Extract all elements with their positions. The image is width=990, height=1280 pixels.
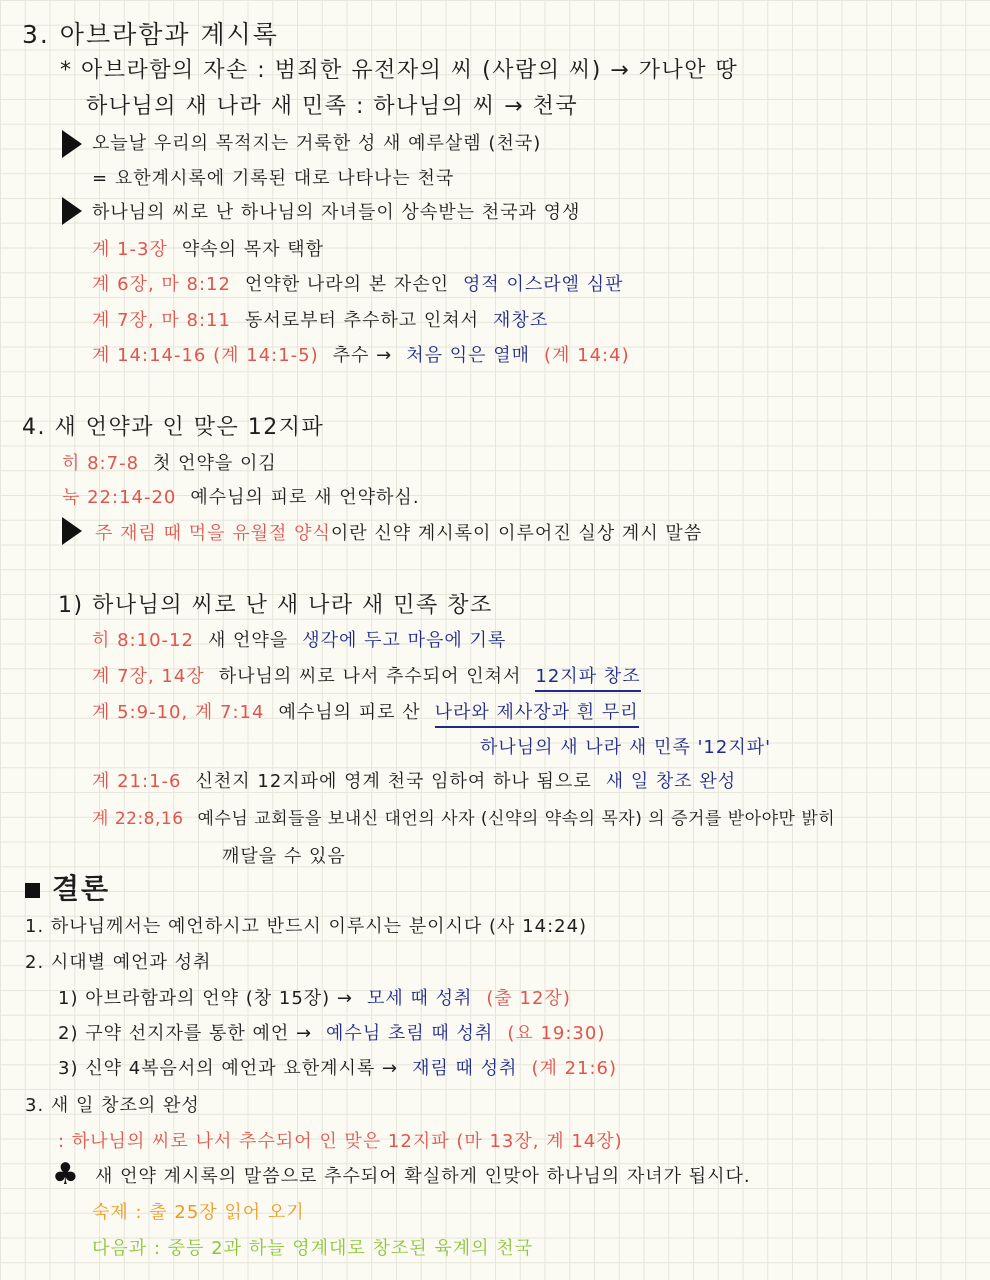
closing-statement: 새 언약 계시록의 말씀으로 추수되어 확실하게 인맞아 하나님의 자녀가 됩시다.	[95, 1166, 751, 1187]
subsection-1-title: 1) 하나님의 씨로 난 새 나라 새 민족 창조	[58, 593, 493, 618]
ref: 계 7장, 마 8:11	[92, 310, 231, 331]
ref-line-3	[92, 312, 548, 330]
ref-text: 첫 언약을 이김	[153, 453, 277, 474]
item-text: 1) 아브라함과의 언약 (창 15장) →	[58, 988, 353, 1009]
ref: 계 22:8,16	[92, 809, 184, 829]
ref-blue: 처음 익은 열매	[406, 345, 531, 366]
ref-line-1	[92, 241, 324, 259]
item-blue: 예수님 초림 때 성취	[326, 1023, 494, 1044]
conclusion-title: 결론	[52, 872, 111, 905]
ref-line-2	[92, 276, 624, 294]
item-red: (계 21:6)	[531, 1058, 618, 1079]
triangle-bullet-icon	[62, 130, 82, 158]
ref: 계 14:14-16 (계 14:1-5)	[92, 345, 319, 366]
ref: 계 1-3장	[92, 239, 168, 260]
section-4-line-1	[62, 455, 277, 473]
sub-line-3	[92, 704, 639, 722]
ref-blue: 생각에 두고 마음에 기록	[302, 630, 507, 651]
bullet-red: 주 재림 때 먹을 유월절 양식	[95, 523, 331, 544]
sub-line-2	[92, 668, 641, 686]
ref-line-4	[92, 347, 630, 365]
bullet-text: 이란 신약 계시록이 이루어진 실상 계시 말씀	[330, 523, 703, 544]
club-icon: ♣	[52, 1157, 79, 1192]
item-blue: 모세 때 성취	[367, 988, 473, 1009]
ref-blue: 12지파 창조	[535, 666, 640, 692]
ref: 히 8:7-8	[62, 453, 140, 474]
ref-text: 신천지 12지파에 영계 천국 임하여 하나 됨으로	[195, 771, 592, 792]
item-blue: 재림 때 성취	[412, 1058, 518, 1079]
ref-blue: 나라와 제사장과 흰 무리	[435, 702, 639, 728]
conclusion-3: 3. 새 일 창조의 완성	[25, 1095, 200, 1116]
sub-line-1	[92, 632, 506, 650]
ref-text: 언약한 나라의 본 자손인	[244, 274, 449, 295]
ref-text: 하나님의 씨로 나서 추수되어 인쳐서	[218, 666, 522, 687]
sub-line-4	[92, 773, 736, 791]
square-bullet-icon	[25, 883, 40, 898]
triangle-bullet-icon	[62, 517, 82, 545]
item-text: 2) 구약 선지자를 통한 예언 →	[58, 1023, 313, 1044]
section-4-bullet	[95, 525, 702, 543]
ref-red: (계 14:4)	[544, 345, 630, 366]
ref-text: 예수님의 피로 산	[278, 702, 421, 723]
section-3-bullet-1a: 오늘날 우리의 목적지는 거룩한 성 새 예루살렘 (천국)	[92, 133, 542, 154]
homework: 숙제 : 출 25장 읽어 오기	[92, 1202, 305, 1223]
ref-text: 예수님 교회들을 보내신 대언의 사자 (신약의 약속의 목자) 의 증거를 받아야만 밝히	[197, 809, 836, 829]
section-3-line-2: 하나님의 새 나라 새 민족 : 하나님의 씨 → 천국	[86, 94, 579, 119]
conclusion-2-1	[58, 990, 571, 1008]
ref-blue: 새 일 창조 완성	[605, 771, 737, 792]
ref-blue: 영적 이스라엘 심판	[462, 274, 624, 295]
ref: 눅 22:14-20	[62, 487, 177, 508]
conclusion-2-2	[58, 1025, 605, 1043]
section-4-title: 4. 새 언약과 인 맞은 12지파	[22, 415, 325, 440]
ref-blue: 재창조	[493, 310, 549, 331]
ref-text: 추수 →	[332, 345, 393, 366]
ref-text: 약속의 목자 택함	[181, 239, 325, 260]
ref-text: 예수님의 피로 새 언약하심.	[190, 487, 420, 508]
sub-line-3-cont: 하나님의 새 나라 새 민족 '12지파'	[480, 737, 772, 758]
section-3-star-line: * 아브라함의 자손 : 범죄한 유전자의 씨 (사람의 씨) → 가나안 땅	[60, 58, 739, 83]
conclusion-2-3	[58, 1060, 617, 1078]
ref: 계 5:9-10, 계 7:14	[92, 702, 265, 723]
next-lesson: 다음과 : 중등 2과 하늘 영계대로 창조된 육계의 천국	[92, 1238, 534, 1259]
conclusion-1: 1. 하나님께서는 예언하시고 반드시 이루시는 분이시다 (사 14:24)	[25, 916, 588, 937]
triangle-bullet-icon	[62, 197, 82, 225]
section-3-title: 3. 아브라함과 계시록	[22, 20, 279, 49]
conclusion-3-detail: : 하나님의 씨로 나서 추수되어 인 맞은 12지파 (마 13장, 계 14장)	[58, 1131, 623, 1152]
sub-line-5	[92, 811, 835, 828]
sub-line-5-cont: 깨달을 수 있음	[222, 846, 346, 867]
conclusion-2: 2. 시대별 예언과 성취	[25, 952, 212, 973]
section-3-bullet-1b: = 요한계시록에 기록된 대로 나타나는 천국	[92, 168, 455, 189]
item-red: (요 19:30)	[507, 1023, 606, 1044]
ref-text: 새 언약을	[207, 630, 289, 651]
ref: 히 8:10-12	[92, 630, 194, 651]
ref: 계 21:1-6	[92, 771, 182, 792]
item-red: (출 12장)	[486, 988, 571, 1009]
ref-text: 동서로부터 추수하고 인쳐서	[244, 310, 480, 331]
item-text: 3) 신약 4복음서의 예언과 요한계시록 →	[58, 1058, 399, 1079]
ref: 계 7장, 14장	[92, 666, 205, 687]
section-4-line-2	[62, 489, 420, 507]
section-3-bullet-2: 하나님의 씨로 난 하나님의 자녀들이 상속받는 천국과 영생	[92, 202, 581, 223]
ref: 계 6장, 마 8:12	[92, 274, 231, 295]
